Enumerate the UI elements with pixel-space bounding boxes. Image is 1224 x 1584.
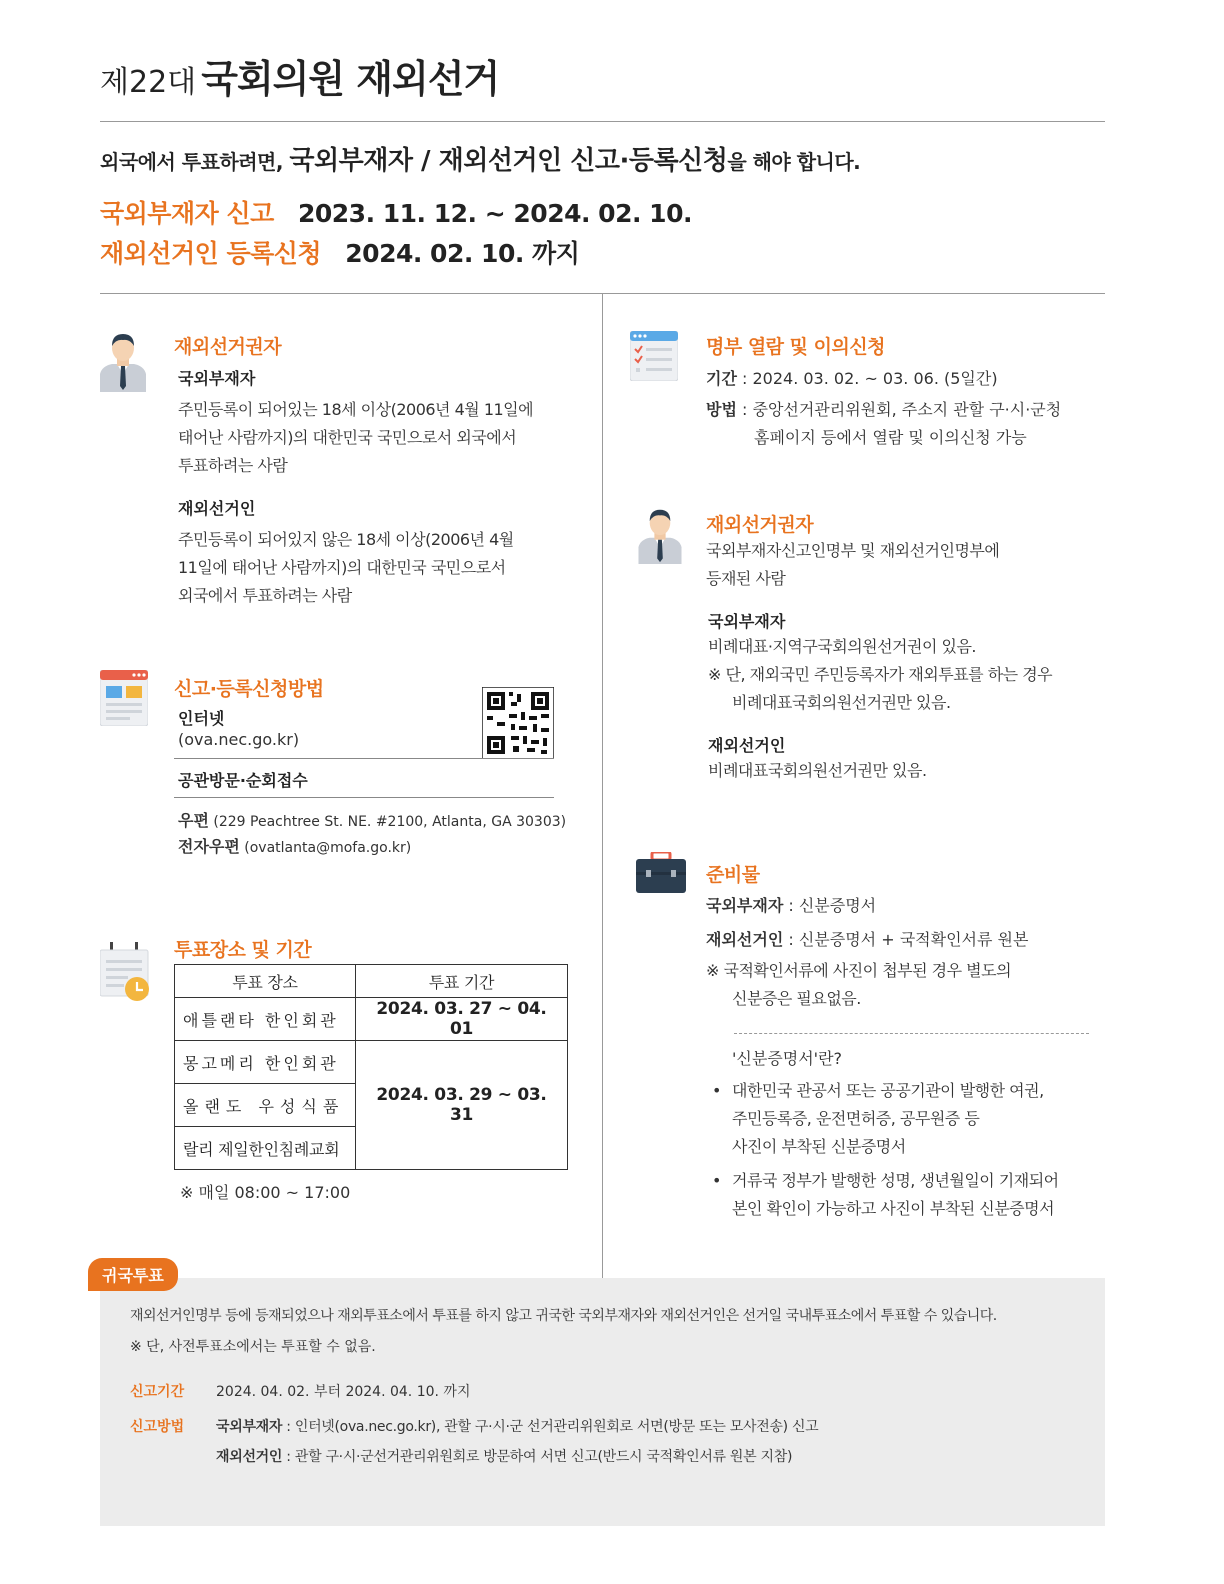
table-row	[175, 1041, 568, 1084]
method2-value: : 관할 구·시·군선거관리위원회로 방문하여 서면 신고(반드시 국적확인서류 원본 지참)	[282, 1449, 793, 1465]
prep-absentee-label: 국외부재자	[706, 896, 784, 915]
text-line: 투표하려는 사람	[178, 456, 288, 475]
inspect-period	[706, 366, 998, 389]
return-vote-tag: 귀국투표	[88, 1258, 178, 1291]
mail-line	[178, 808, 566, 831]
id-bullet-2	[732, 1167, 1059, 1223]
title-main: 국회의원 재외선거	[201, 57, 500, 101]
text-line: 주민등록이 되어있지 않은 18세 이상(2006년 4월	[178, 530, 514, 549]
place-cell: 랄리 제일한인침례교회	[175, 1127, 356, 1170]
intro-highlight: 국외부재자 / 재외선거인 신고·등록신청	[289, 146, 728, 176]
mail-address: (229 Peachtree St. NE. #2100, Atlanta, GA 30303)	[213, 814, 567, 830]
return-period-label: 신고기간	[130, 1384, 185, 1400]
text-line: 대한민국 관공서 또는 공공기관이 발행한 여권,	[732, 1081, 1044, 1100]
text-line: 11일에 태어난 사람까지)의 대한민국 국민으로서	[178, 558, 506, 577]
prep-absentee	[706, 893, 876, 916]
return-method-2	[216, 1446, 792, 1466]
return-period-value: 2024. 04. 02. 부터 2024. 04. 10. 까지	[216, 1384, 471, 1400]
text-line: ※ 단, 재외국민 주민등록자가 재외투표를 하는 경우	[708, 665, 1053, 684]
absentee-title: 국외부재자	[178, 369, 256, 388]
table-header-row	[175, 965, 568, 998]
id-question: '신분증명서'란?	[732, 1049, 843, 1068]
bullet-dot: •	[712, 1081, 722, 1100]
divider	[100, 121, 1105, 122]
method1-value: : 인터넷(ova.nec.go.kr), 관할 구·시·군 선거관리위원회로 서면(방문 또는 모사전송) 신고	[282, 1419, 819, 1435]
internet-label: 인터넷	[178, 709, 225, 728]
text-line: 국외부재자신고인명부 및 재외선거인명부에	[706, 541, 1000, 560]
dashed-divider	[734, 1033, 1089, 1034]
email-address[interactable]: (ovatlanta@mofa.go.kr)	[244, 840, 412, 856]
register-title: 신고·등록신청방법	[174, 678, 324, 700]
absentee-deadline	[100, 194, 692, 230]
return-method-label: 신고방법	[130, 1419, 185, 1435]
method1-label: 국외부재자	[216, 1419, 283, 1435]
text-line: 등재된 사람	[706, 569, 786, 588]
col-place-header: 투표 장소	[175, 965, 356, 998]
table-row	[175, 998, 568, 1041]
title-prefix: 제22대	[100, 65, 197, 100]
inspect-method-label: 방법	[706, 400, 737, 419]
person-icon	[636, 506, 684, 568]
text-line: 신분증은 필요없음.	[732, 989, 861, 1008]
visit-label: 공관방문·순회접수	[178, 771, 308, 790]
mail-label: 우편	[178, 811, 209, 830]
inspect-period-value: : 2024. 03. 02. ~ 03. 06. (5일간)	[736, 369, 998, 388]
return-vote-description: 재외선거인명부 등에 등재되었으나 재외투표소에서 투표를 하지 않고 귀국한 국외부재자와 재외선거인은 선거일 국내투표소에서 투표할 수 있습니다.	[130, 1308, 997, 1324]
right-overseas-title: 재외선거인	[708, 736, 786, 755]
text-line: 태어난 사람까지)의 대한민국 국민으로서 외국에서	[178, 428, 517, 447]
checklist-icon	[630, 331, 678, 385]
text-line: 본인 확인이 가능하고 사진이 부착된 신분증명서	[732, 1199, 1055, 1218]
hours-note: ※ 매일 08:00 ~ 17:00	[180, 1183, 351, 1202]
period-cell: 2024. 03. 27 ~ 04. 01	[356, 998, 568, 1041]
right-overseas-description: 비례대표국회의원선거권만 있음.	[708, 761, 927, 780]
prep-title: 준비물	[706, 864, 760, 886]
right-absentee-title: 국외부재자	[708, 612, 786, 631]
inspect-method-value: : 중앙선거관리위원회, 주소지 관할 구·시·군청	[736, 400, 1062, 419]
period-cell: 2024. 03. 29 ~ 03. 31	[356, 1041, 568, 1170]
right-absentee-description	[708, 633, 1052, 717]
place-cell: 올랜도 우성식품	[175, 1084, 356, 1127]
right-voters-description	[706, 537, 999, 593]
inspect-title: 명부 열람 및 이의신청	[706, 336, 886, 358]
absentee-deadline-label: 국외부재자 신고	[100, 199, 274, 228]
intro-tail: 을 해야 합니다.	[727, 150, 861, 174]
overseas-deadline-label: 재외선거인 등록신청	[100, 239, 322, 268]
email-label: 전자우편	[178, 837, 240, 856]
place-cell: 애틀랜타 한인회관	[175, 998, 356, 1041]
intro-line	[100, 140, 860, 177]
prep-note	[706, 957, 1011, 1013]
text-line: 주민등록증, 운전면허증, 공무원증 등	[732, 1109, 980, 1128]
inspect-period-label: 기간	[706, 369, 737, 388]
internet-url[interactable]: (ova.nec.go.kr)	[178, 730, 300, 749]
col-period-header: 투표 기간	[356, 965, 568, 998]
overseas-title: 재외선거인	[178, 499, 256, 518]
calendar-clock-icon	[100, 942, 152, 1008]
divider	[174, 758, 554, 759]
overseas-description	[178, 526, 578, 610]
qr-code-icon[interactable]	[482, 687, 554, 763]
intro-lead: 외국에서 투표하려면,	[100, 150, 283, 174]
absentee-deadline-date: 2023. 11. 12. ~ 2024. 02. 10.	[297, 199, 692, 228]
inspect-method-cont: 홈페이지 등에서 열람 및 이의신청 가능	[754, 428, 1027, 447]
overseas-deadline	[100, 234, 579, 270]
place-cell: 몽고메리 한인회관	[175, 1041, 356, 1084]
prep-absentee-value: : 신분증명서	[783, 896, 877, 915]
text-line: 외국에서 투표하려는 사람	[178, 586, 352, 605]
person-icon	[98, 330, 148, 396]
prep-overseas-value: : 신분증명서 + 국적확인서류 원본	[783, 930, 1029, 949]
voting-places-table	[174, 964, 568, 1170]
document-icon	[100, 670, 148, 730]
return-vote-note: ※ 단, 사전투표소에서는 투표할 수 없음.	[130, 1339, 376, 1355]
voters-title: 재외선거권자	[174, 336, 282, 358]
method2-label: 재외선거인	[216, 1449, 283, 1465]
text-line: 사진이 부착된 신분증명서	[732, 1137, 906, 1156]
text-line: 주민등록이 되어있는 18세 이상(2006년 4월 11일에	[178, 400, 534, 419]
prep-overseas	[706, 927, 1028, 950]
divider	[174, 797, 554, 798]
id-bullet-1	[732, 1077, 1044, 1161]
prep-overseas-label: 재외선거인	[706, 930, 784, 949]
text-line: 비례대표국회의원선거권만 있음.	[732, 693, 951, 712]
briefcase-icon	[636, 852, 686, 898]
bullet-dot: •	[712, 1171, 722, 1190]
text-line: 비례대표·지역구국회의원선거권이 있음.	[708, 637, 977, 656]
text-line: ※ 국적확인서류에 사진이 첩부된 경우 별도의	[706, 961, 1012, 980]
inspect-method	[706, 397, 1061, 420]
column-divider	[602, 294, 603, 1278]
right-voters-title: 재외선거권자	[706, 514, 814, 536]
overseas-deadline-date: 2024. 02. 10. 까지	[345, 239, 580, 268]
text-line: 거류국 정부가 발행한 성명, 생년월일이 기재되어	[732, 1171, 1059, 1190]
email-line	[178, 834, 411, 857]
return-method-1	[216, 1416, 818, 1436]
absentee-description	[178, 396, 578, 480]
places-title: 투표장소 및 기간	[174, 939, 312, 961]
page-title	[100, 48, 499, 103]
